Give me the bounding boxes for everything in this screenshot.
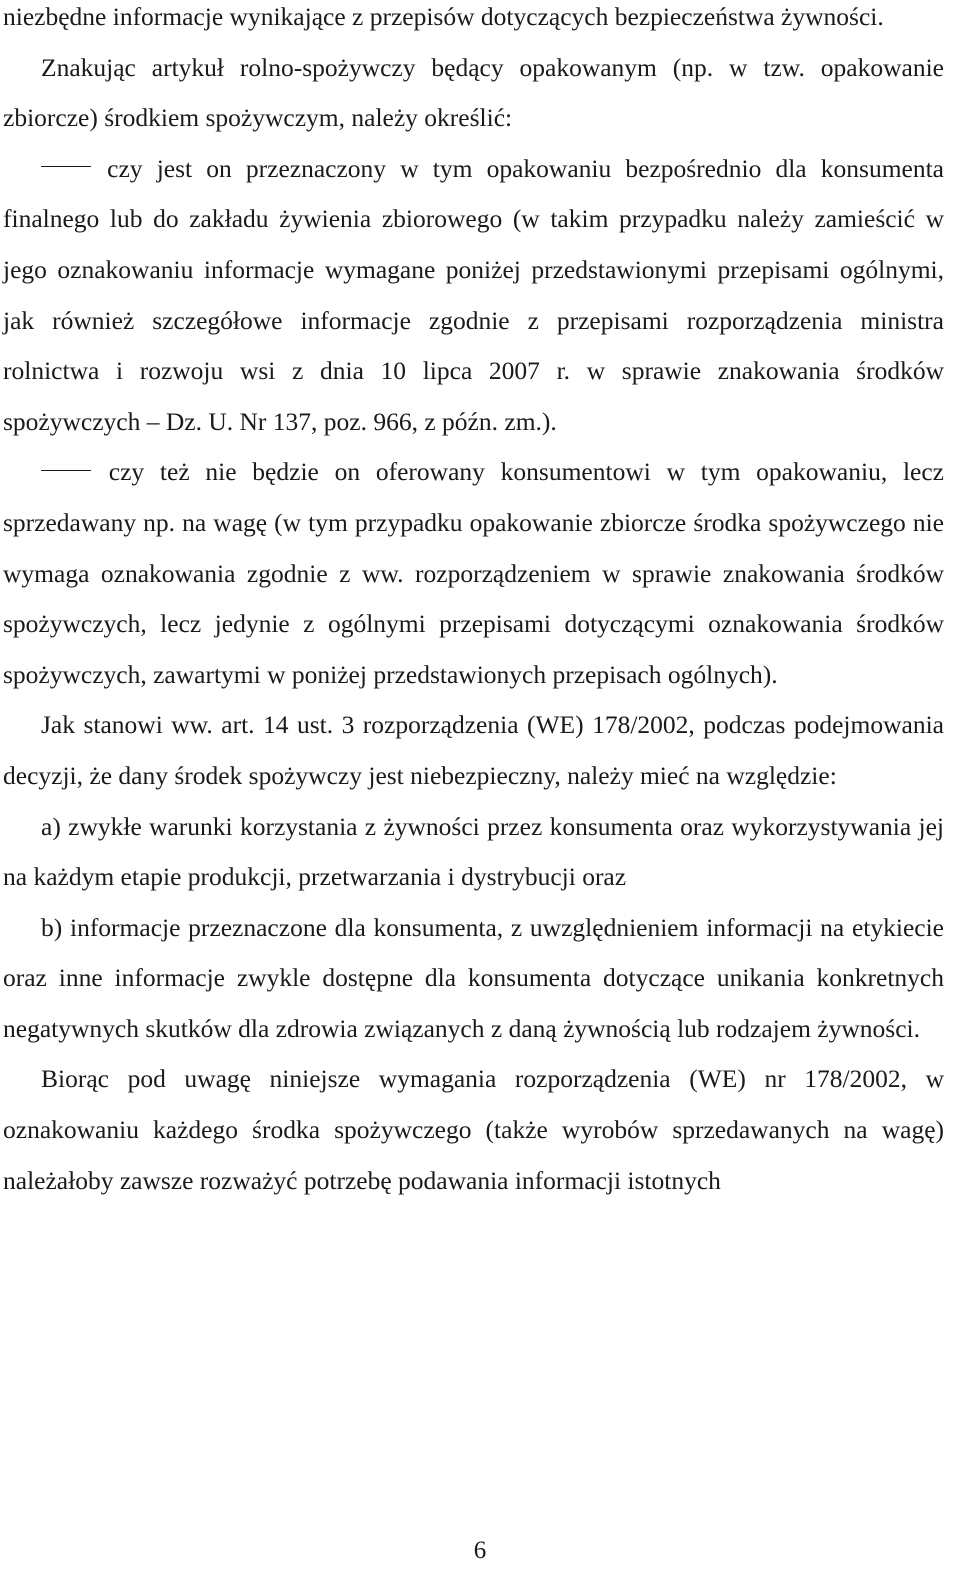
paragraph-article-14: Jak stanowi ww. art. 14 ust. 3 rozporządzenia (WE) 178/2002, podczas podejmowania decyzji, że dany środek spożywczy jest niebezpieczny, należy mieć na względzie: [3,710,944,790]
list-item-text: czy jest on przeznaczony w tym opakowaniu bezpośrednio dla konsumenta finalnego lub do zakładu żywienia zbiorowego (w takim przypadku należy zamieścić w jego oznakowaniu informacje wymagane poniżej przedstawionymi przepisami ogólnymi, jak również szczegółowe informacje zgodnie z przepisami rozporządzenia ministra rolnictwa i rozwoju wsi z dnia 10 lipca 2007 r. w sprawie znakowania środków spożywczych – Dz. U. Nr 137, poz. 966, z późn. zm.). [3,153,944,436]
list-item-direct-consumer [3,144,944,448]
paragraph-labeling-intro: Znakując artykuł rolno-spożywczy będący opakowanym (np. w tzw. opakowanie zbiorcze) środkiem spożywczym, należy określić: [3,52,944,133]
page-number: 6 [473,1537,487,1564]
body-text [3,0,944,1206]
dash-bullet-icon [41,470,91,471]
list-item-sold-by-weight [3,447,944,700]
list-item-text: czy też nie będzie on oferowany konsumentowi w tym opakowaniu, lecz sprzedawany np. na wagę (w tym przypadku opakowanie zbiorcze środka spożywczego nie wymaga oznakowania zgodnie z ww. rozporządzeniem w sprawie znakowania środków spożywczych, lecz jedynie z ogólnymi przepisami dotyczącymi oznakowania środków spożywczych, zawartymi w poniżej przedstawionych przepisach ogólnych). [3,457,944,689]
paragraph-conclusion: Biorąc pod uwagę niniejsze wymagania rozporządzenia (WE) nr 178/2002, w oznakowaniu każdego środka spożywczego (także wyrobów sprzedawanych na wagę) należałoby zawsze rozważyć potrzebę podawania informacji istotnych [3,1064,944,1195]
list-item-a: a) zwykłe warunki korzystania z żywności przez konsumenta oraz wykorzystywania jej na każdym etapie produkcji, przetwarzania i dystrybucji oraz [3,811,944,892]
dash-bullet-icon [41,166,91,167]
list-item-b: b) informacje przeznaczone dla konsumenta, z uwzględnieniem informacji na etykiecie oraz inne informacje zwykle dostępne dla konsumenta dotyczące unikania konkretnych negatywnych skutków dla zdrowia związanych z daną żywnością lub rodzajem żywności. [3,912,944,1043]
paragraph-continuation: niezbędne informacje wynikające z przepisów dotyczących bezpieczeństwa żywności. [3,2,884,31]
